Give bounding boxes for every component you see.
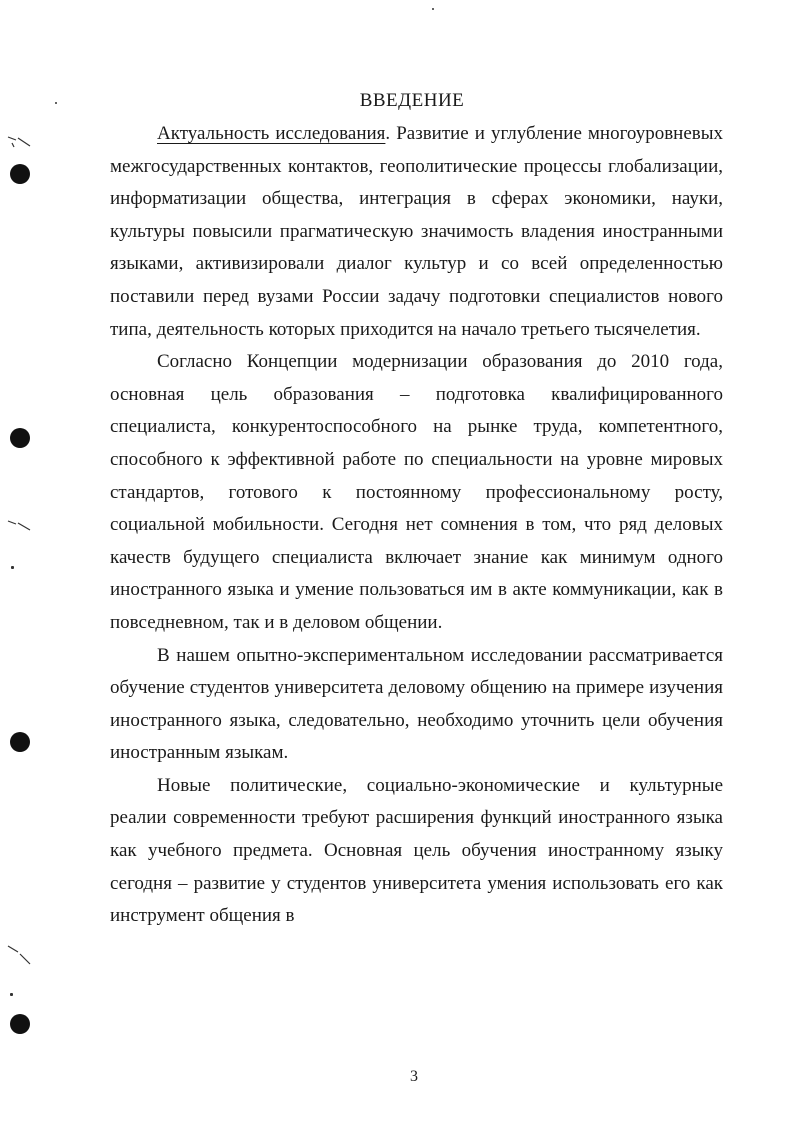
paragraph: В нашем опытно-экспериментальном исследовании рассматривается обучение студентов университета деловому общению на примере изучения иностранного языка, следовательно, необходимо уточнить цели обучения иностранным языкам. <box>110 644 723 764</box>
paragraph <box>110 118 723 346</box>
scan-speck <box>10 993 13 996</box>
scan-mark <box>6 134 32 148</box>
section-lead: Актуальность исследования <box>157 123 386 144</box>
scan-mark <box>6 518 32 532</box>
page-title: ВВЕДЕНИЕ <box>359 90 465 111</box>
binder-hole <box>10 428 30 448</box>
scan-mark <box>6 944 32 958</box>
paragraph: Новые политические, социально-экономические и культурные реалии современности требуют расширения функций иностранного языка как учебного предмета. Основная цель обучения иностранному языку сегодня – развитие у студентов университета умения использовать его как инструмент общения в <box>110 774 723 927</box>
paragraph-text: Развитие и углубление многоуровневых межгосударственных контактов, геополитические процессы глобализации, информатизации общества, интеграция в сферах экономики, науки, культуры повысили прагматическую значимость владения иностранными языками, активизировали диалог культур и со всей определенностью поставили перед вузами России задачу подготовки специалистов нового типа, деятельность которых приходится на начало третьего тысячелетия. <box>110 123 724 340</box>
scan-speck <box>11 566 14 569</box>
scan-speck <box>432 8 434 10</box>
binder-hole <box>10 732 30 752</box>
lead-punctuation: . <box>385 123 391 144</box>
document-body <box>110 118 723 933</box>
paragraph: Согласно Концепции модернизации образования до 2010 года, основная цель образования – подготовка квалифицированного специалиста, конкурентоспособного на рынке труда, компетентного, способного к эффективной работе по специальности на уровне мировых стандартов, готового к постоянному профессиональному росту, социальной мобильности. Сегодня нет сомнения в том, что ряд деловых качеств будущего специалиста включает знание как минимум одного иностранного языка и умение пользоваться им в акте коммуникации, как в повседневном, так и в деловом общении. <box>110 351 723 633</box>
binder-hole <box>10 1014 30 1034</box>
page-number: 3 <box>410 1068 418 1085</box>
binder-hole <box>10 164 30 184</box>
